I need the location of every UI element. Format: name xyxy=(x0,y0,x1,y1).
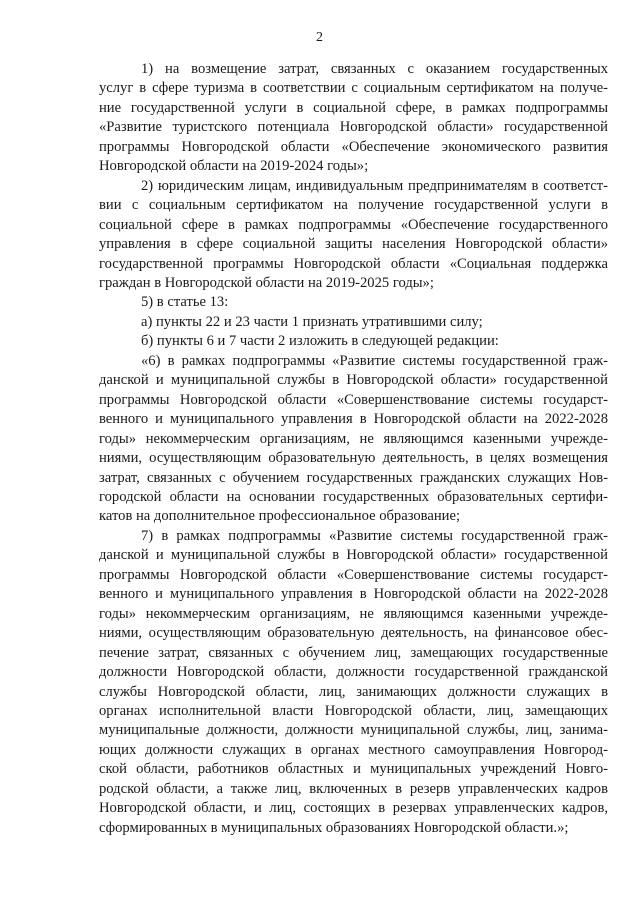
text-line: услуг в сфере туризма в соответствии с социальным сертификатом на получе- xyxy=(99,80,608,97)
text-line: должности Новгородской области, должности государственной гражданской xyxy=(99,664,608,681)
text-line: городской области на основании государственных образовательных сертифи- xyxy=(99,488,608,505)
paragraph xyxy=(99,332,608,351)
text-line: сформированных в муниципальных образованиях Новгородской области.»; xyxy=(99,819,569,836)
text-line: управления в сфере социальной защиты населения Новгородской области» xyxy=(99,236,608,253)
text-line: данской и муниципальной службы в Новгородской области» государственной xyxy=(99,372,608,389)
paragraph xyxy=(99,177,608,294)
text-line: «Развитие туристского потенциала Новгородской области» государственной xyxy=(99,119,608,136)
text-line: «6) в рамках подпрограммы «Развитие системы государственной граж- xyxy=(141,352,608,369)
text-line: ющих должности служащих в органах местного самоуправления Новгород- xyxy=(99,741,608,758)
text-line: муниципальные должности, должности муниципальной службы, лиц, занима- xyxy=(99,722,608,739)
text-line: Новгородской области, и лиц, состоящих в резервах управленческих кадров, xyxy=(99,800,608,817)
text-line: программы Новгородской области «Обеспечение экономического развития xyxy=(99,138,608,155)
text-line: катов на дополнительное профессиональное образование; xyxy=(99,508,460,525)
text-line: службы Новгородской области, лиц, занимающих должности служащих в xyxy=(99,683,608,700)
text-line: ниями, осуществляющим образовательную деятельность, в целях возмещения xyxy=(99,450,608,467)
text-line: б) пункты 6 и 7 части 2 изложить в следующей редакции: xyxy=(141,333,499,350)
paragraph xyxy=(99,352,608,527)
document-body xyxy=(99,60,608,838)
text-line: годы» некоммерческим организациям, не являющимся казенными учрежде- xyxy=(99,605,608,622)
text-line: ниями, осуществляющим образовательную деятельность, на финансовое обес- xyxy=(99,625,608,642)
text-line: затрат, связанных с обучением государственных гражданских служащих Нов- xyxy=(99,469,608,486)
text-line: 1) на возмещение затрат, связанных с оказанием государственных xyxy=(141,61,608,77)
page-number: 2 xyxy=(316,30,323,45)
paragraph xyxy=(99,527,608,838)
text-line: граждан в Новгородской области на 2019-2025 годы»; xyxy=(99,274,434,291)
text-line: органах исполнительной власти Новгородской области, лиц, замещающих xyxy=(99,702,608,719)
text-line: данской и муниципальной службы в Новгородской области» государственной xyxy=(99,547,608,564)
text-line: печение затрат, связанных с обучением лиц, замещающих государственные xyxy=(99,644,608,661)
text-line: годы» некоммерческим организациям, не являющимся казенными учрежде- xyxy=(99,430,608,447)
text-line: ние государственной услуги в социальной сфере, в рамках подпрограммы xyxy=(99,99,608,116)
text-line: родской области, а также лиц, включенных в резерв управленческих кадров xyxy=(99,780,608,797)
text-line: 5) в статье 13: xyxy=(141,294,229,311)
paragraph xyxy=(99,60,608,177)
paragraph xyxy=(99,313,608,332)
text-line: программы Новгородской области «Совершенствование системы государст- xyxy=(99,566,608,583)
text-line: вии с социальным сертификатом на получение государственной услуги в xyxy=(99,197,608,214)
text-line: социальной сфере в рамках подпрограммы «Обеспечение государственного xyxy=(99,216,608,233)
text-line: Новгородской области на 2019-2024 годы»; xyxy=(99,158,369,175)
text-line: венного и муниципального управления в Новгородской области на 2022-2028 xyxy=(99,586,608,603)
text-line: 2) юридическим лицам, индивидуальным предпринимателям в соответст- xyxy=(141,177,608,194)
paragraph xyxy=(99,293,608,312)
text-line: а) пункты 22 и 23 части 1 признать утратившими силу; xyxy=(141,313,483,330)
text-line: государственной программы Новгородской области «Социальная поддержка xyxy=(99,255,608,272)
text-line: ской области, работников областных и муниципальных учреждений Новго- xyxy=(99,761,608,778)
text-line: 7) в рамках подпрограммы «Развитие системы государственной граж- xyxy=(141,527,608,544)
text-line: программы Новгородской области «Совершенствование системы государст- xyxy=(99,391,608,408)
text-line: венного и муниципального управления в Новгородской области на 2022-2028 xyxy=(99,411,608,428)
